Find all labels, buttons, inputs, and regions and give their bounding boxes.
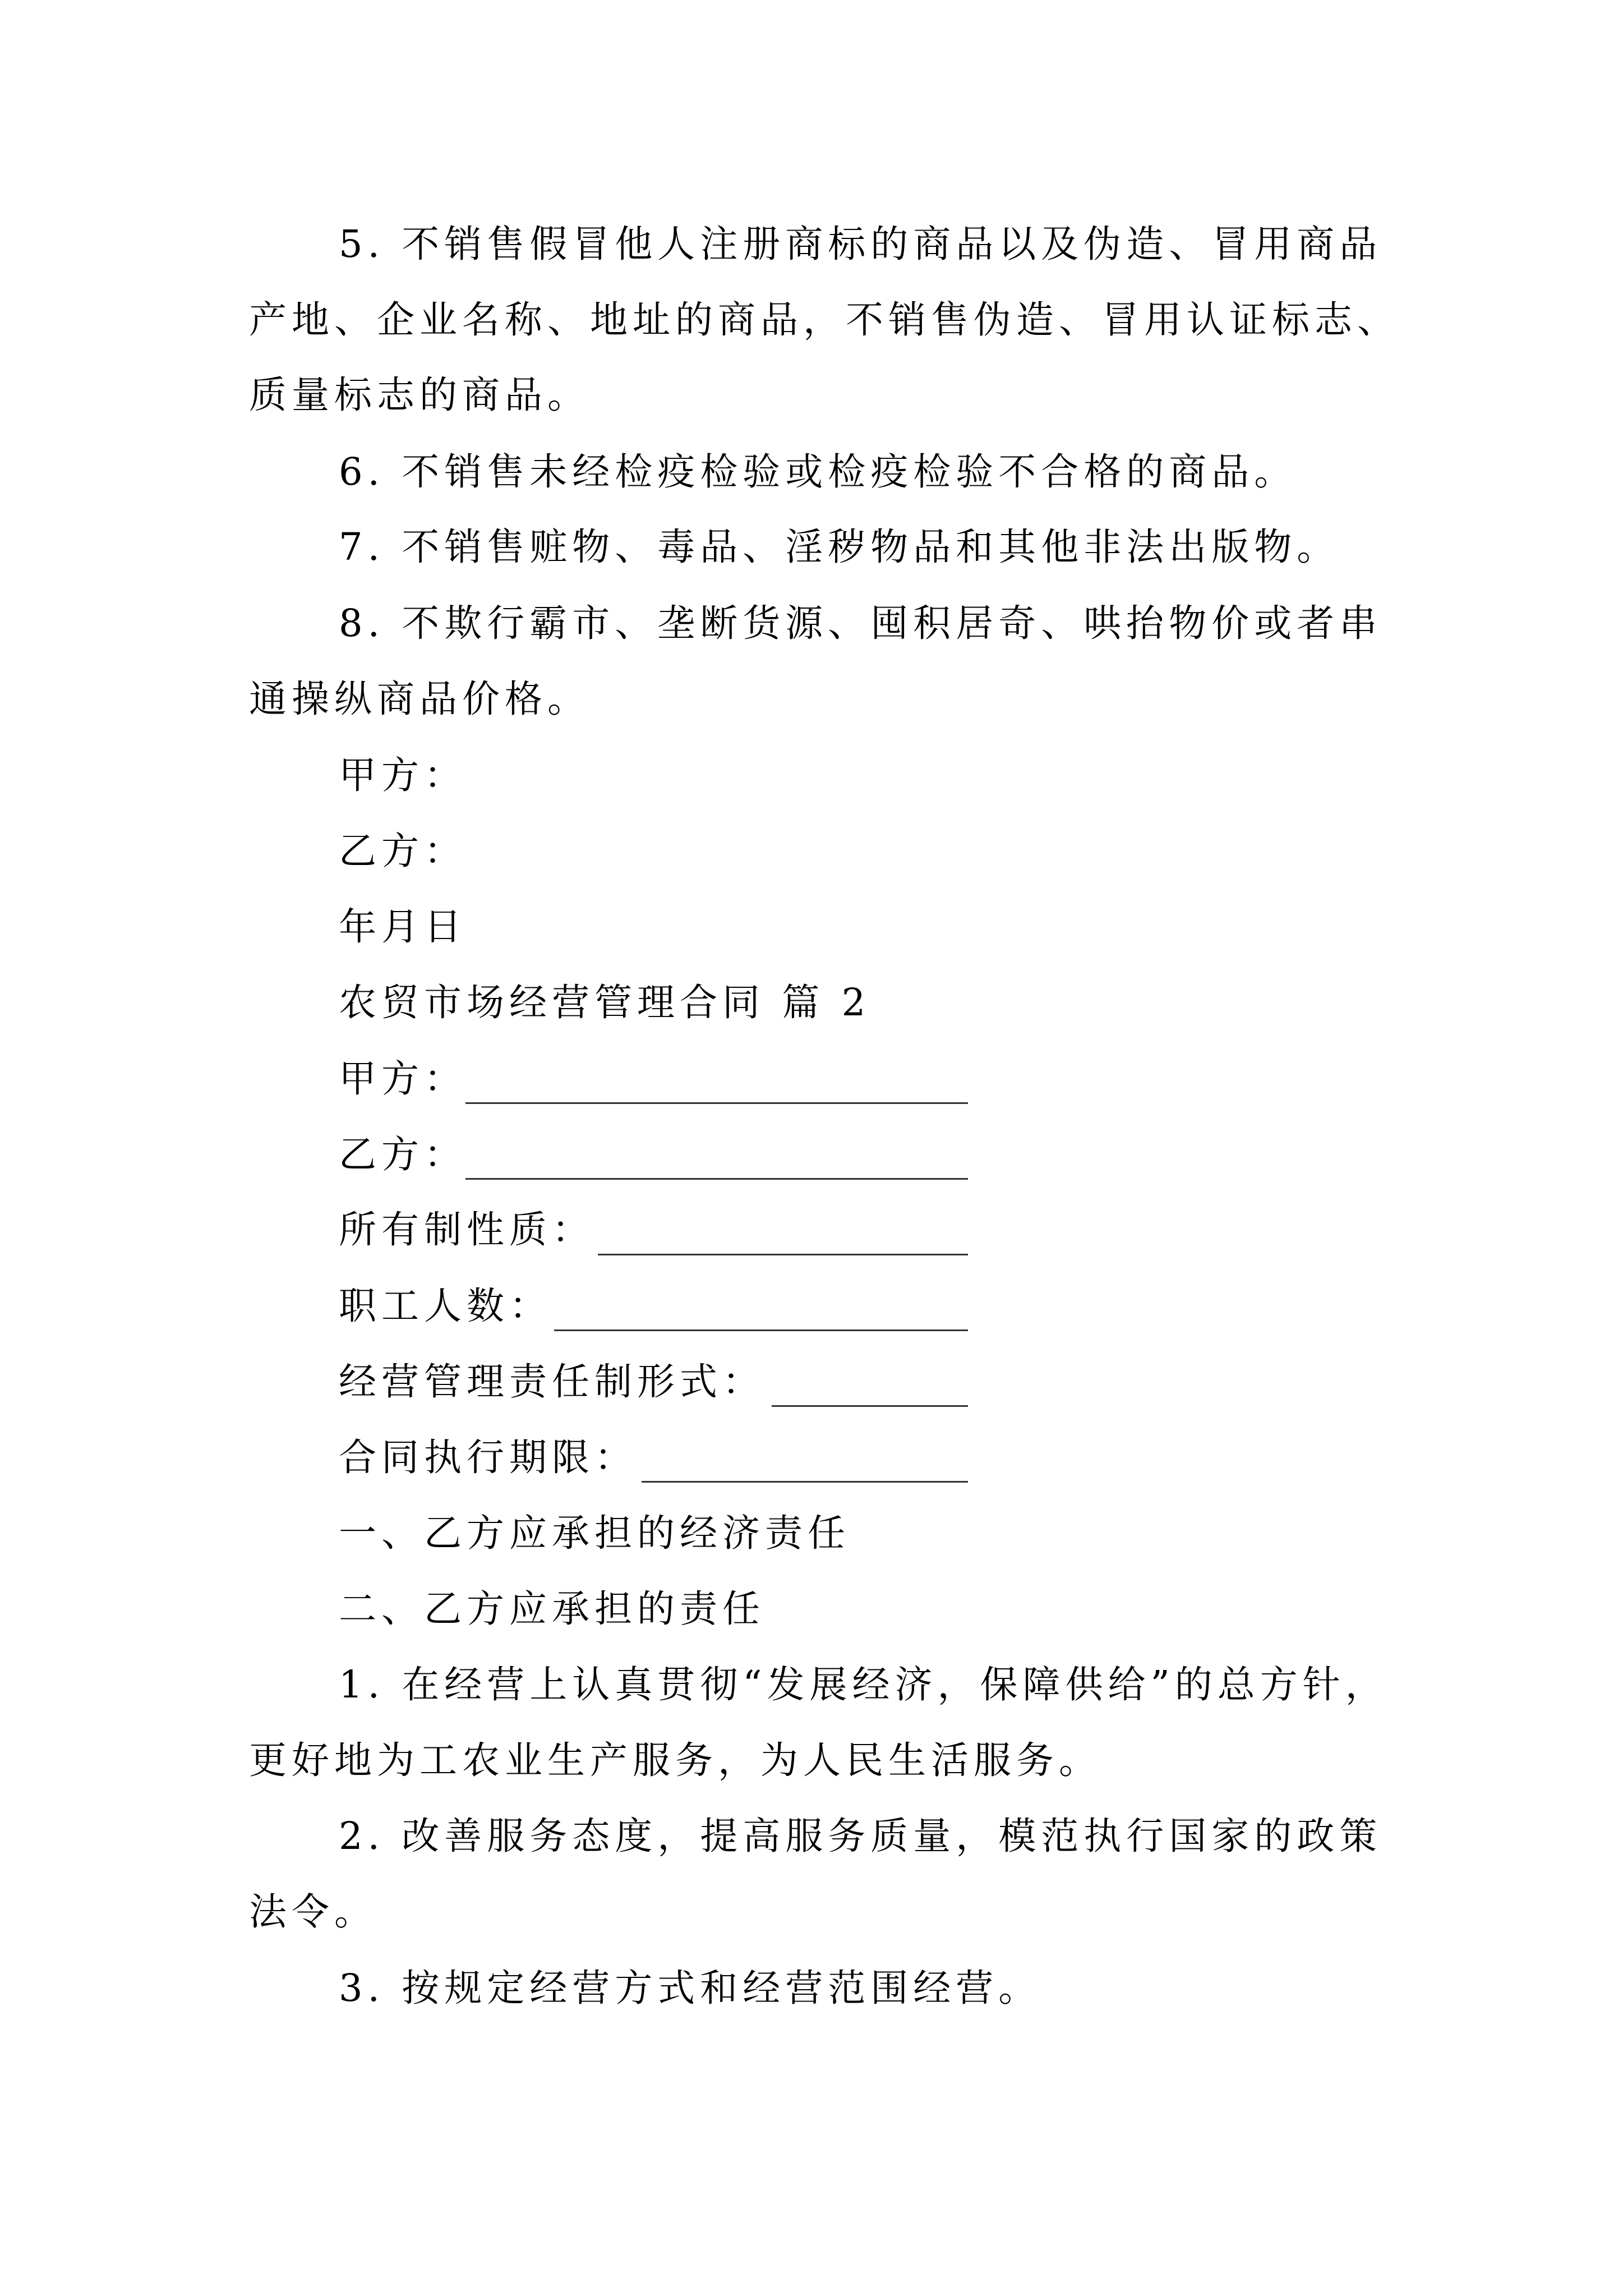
field-responsibility-form-blank	[772, 1405, 968, 1407]
field-staff-count-blank	[554, 1329, 968, 1331]
field-ownership-blank	[598, 1254, 968, 1255]
field-party-a-blank	[465, 1102, 968, 1104]
signature-party-a: 甲方：	[339, 753, 467, 797]
heading-responsibility: 二、乙方应承担的责任	[339, 1587, 765, 1631]
signature-party-b: 乙方：	[339, 829, 467, 873]
field-term-label: 合同执行期限：	[339, 1435, 637, 1479]
item-2-line-1: 2. 改善服务态度，提高服务质量，模范执行国家的政策	[339, 1814, 1382, 1858]
heading-economic-responsibility: 一、乙方应承担的经济责任	[339, 1511, 850, 1555]
paragraph-5-line-3: 质量标志的商品。	[249, 373, 590, 417]
field-responsibility-form-label: 经营管理责任制形式：	[339, 1360, 765, 1404]
paragraph-8-line-1: 8. 不欺行霸市、垄断货源、囤积居奇、哄抬物价或者串	[339, 601, 1382, 645]
paragraph-5-line-1: 5. 不销售假冒他人注册商标的商品以及伪造、冒用商品	[339, 222, 1382, 266]
signature-date: 年月日	[339, 905, 467, 949]
section-title: 农贸市场经营管理合同 篇 2	[339, 981, 871, 1024]
paragraph-7: 7. 不销售赃物、毒品、淫秽物品和其他非法出版物。	[339, 525, 1340, 569]
item-3: 3. 按规定经营方式和经营范围经营。	[339, 1966, 1041, 2010]
paragraph-5-line-2: 产地、企业名称、地址的商品，不销售伪造、冒用认证标志、	[249, 298, 1400, 342]
item-1-line-1: 1. 在经营上认真贯彻“发展经济，保障供给”的总方针，	[339, 1663, 1388, 1706]
field-term-blank	[642, 1481, 968, 1483]
field-ownership-label: 所有制性质：	[339, 1208, 594, 1251]
field-party-a-label: 甲方：	[339, 1057, 467, 1101]
item-1-line-2: 更好地为工农业生产服务，为人民生活服务。	[249, 1738, 1101, 1782]
field-party-b-blank	[465, 1178, 968, 1180]
paragraph-6: 6. 不销售未经检疫检验或检疫检验不合格的商品。	[339, 450, 1297, 494]
item-2-line-2: 法令。	[249, 1890, 377, 1934]
paragraph-8-line-2: 通操纵商品价格。	[249, 677, 590, 721]
field-party-b-label: 乙方：	[339, 1133, 467, 1176]
field-staff-count-label: 职工人数：	[339, 1284, 552, 1328]
